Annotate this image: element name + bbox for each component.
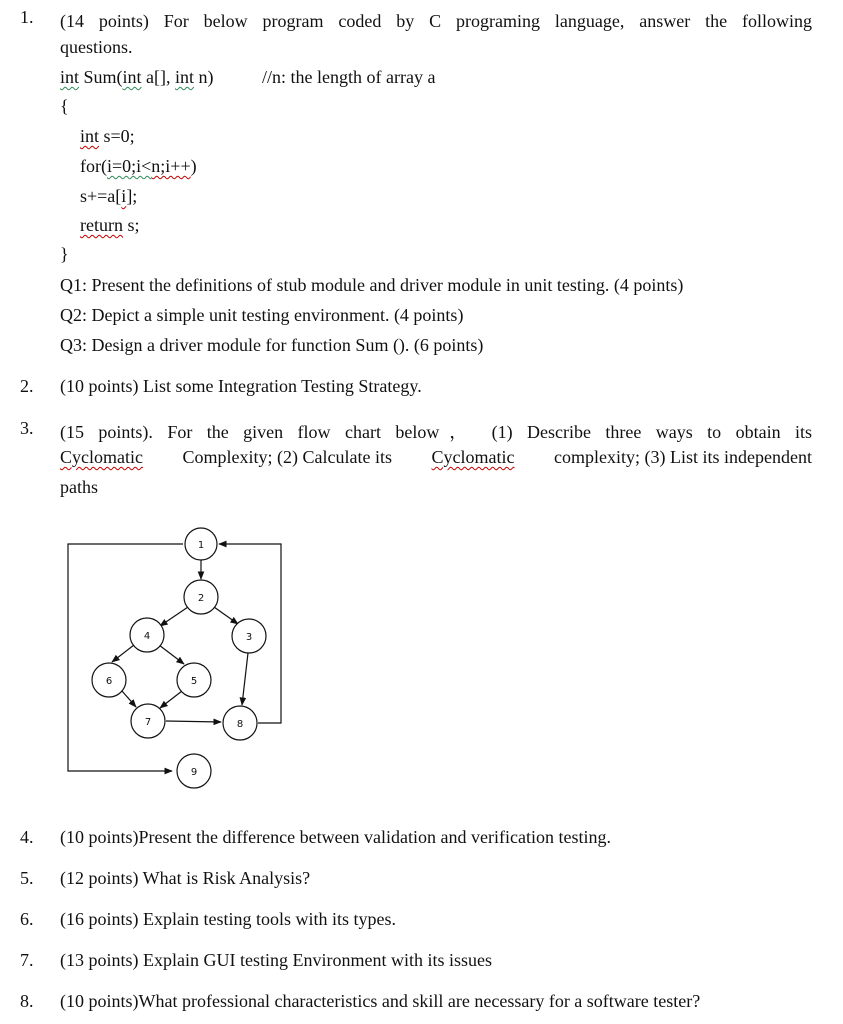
q1-number: 1. <box>20 7 34 27</box>
code-text: i=0;i< <box>106 156 152 176</box>
edge-6-7 <box>122 691 136 707</box>
node-label: 4 <box>143 631 151 642</box>
code-text: s+=a[ <box>80 186 122 206</box>
q1-sub-question-1: Q1: Present the definitions of stub module and driver module in unit testing. (4 points) <box>60 275 684 295</box>
q7-text: (13 points) Explain GUI testing Environment with its issues <box>60 950 492 970</box>
node-label: 2 <box>197 593 205 604</box>
node-label: 8 <box>236 719 244 730</box>
q5-text: (12 points) What is Risk Analysis? <box>60 868 311 888</box>
q3-text: Complexity; (2) Calculate its <box>182 447 392 467</box>
q4-number: 4. <box>20 827 34 847</box>
code-open-brace: { <box>60 96 69 116</box>
code-text: n;i++ <box>151 156 191 176</box>
code-text: ) <box>190 156 197 176</box>
code-keyword: int <box>60 67 80 87</box>
q3-line3: paths <box>60 477 98 497</box>
node-label: 1 <box>197 540 205 551</box>
q2-number: 2. <box>20 376 34 396</box>
q6-text: (16 points) Explain testing tools with its types. <box>60 909 396 929</box>
q8-text: (10 points)What professional characteristics and skill are necessary for a software tester? <box>60 991 701 1011</box>
q2-text: (10 points) List some Integration Testing Strategy. <box>60 376 422 396</box>
node-label: 6 <box>105 676 113 687</box>
edge-3-8 <box>242 653 248 705</box>
node-label: 7 <box>144 717 152 728</box>
code-text: Sum( <box>79 67 123 87</box>
edge-2-3 <box>214 607 238 624</box>
q3-text: complexity; (3) List its independent <box>554 447 812 467</box>
code-text: for( <box>80 156 107 176</box>
q4-text: (10 points)Present the difference between validation and verification testing. <box>60 827 611 847</box>
code-close-brace: } <box>60 244 69 264</box>
q3-word: Cyclomatic <box>431 447 515 467</box>
edge-1-9 <box>68 544 183 771</box>
node-label: 3 <box>245 632 253 643</box>
code-keyword: int <box>175 67 195 87</box>
node-label: 9 <box>190 767 198 778</box>
edge-2-4 <box>160 607 188 626</box>
q1-intro-line1: (14 points) For below program coded by C programing language, answer the following <box>60 11 812 31</box>
q7-number: 7. <box>20 950 34 970</box>
code-keyword: return <box>80 215 123 235</box>
code-comment: //n: the length of array a <box>262 67 436 87</box>
q3-number: 3. <box>20 418 34 438</box>
edge-4-5 <box>159 645 184 664</box>
code-text: ]; <box>126 186 138 206</box>
q3-line1: (15 points). For the given flow chart below， (1) Describe three ways to obtain its <box>60 422 812 442</box>
q6-number: 6. <box>20 909 34 929</box>
q1-sub-question-2: Q2: Depict a simple unit testing environment. (4 points) <box>60 305 464 325</box>
q1-intro-line2: questions. <box>60 37 133 57</box>
code-text: s=0; <box>99 126 135 146</box>
edge-7-8 <box>166 721 221 722</box>
edge-5-7 <box>160 691 182 708</box>
q1-sub-question-3: Q3: Design a driver module for function Sum (). (6 points) <box>60 335 484 355</box>
code-keyword: int <box>122 67 142 87</box>
code-text: a[], <box>141 67 176 87</box>
code-text: i <box>121 186 127 206</box>
q3-word: Cyclomatic <box>60 447 143 467</box>
code-text: n) <box>194 67 214 87</box>
q5-number: 5. <box>20 868 34 888</box>
q8-number: 8. <box>20 991 34 1011</box>
code-keyword: int <box>80 126 100 146</box>
code-text: s; <box>122 215 140 235</box>
node-label: 5 <box>190 676 198 687</box>
edge-4-6 <box>112 645 134 662</box>
